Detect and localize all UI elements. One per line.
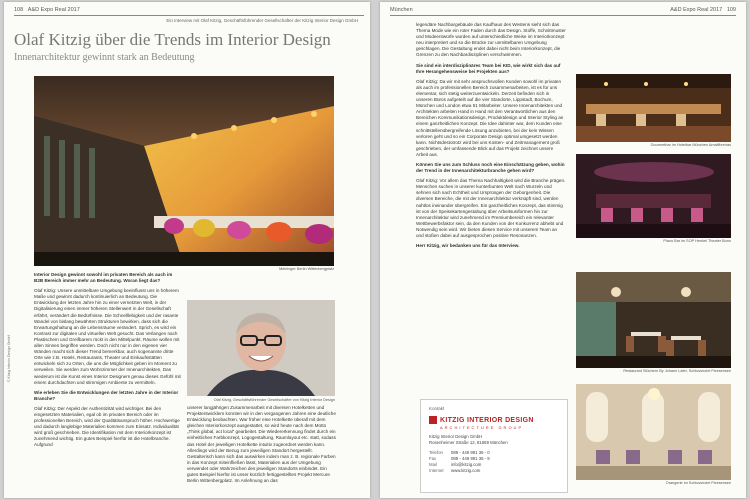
answer-2-continued: unserer langjährigen Zusammenarbeit mit diversen Hotelketten und Projektentwicklern konnten wir in den vergangenen Jahren eine deutliche Entwicklung beobachten. War früher eine Hotelkette überall mit dem gleichen Interiorkonzept ausgestattet, so wird heute nach dem Motto „Think global, act local“ gearbeitet. Die Wiedererkennung findet durch ein einheitliches Farbkonzept, Logogestaltung, Raumlayout etc. statt, sodass das Hotel der jeweiligen Hotelkette intuitiv zugeordnet werden kann. Allerdings wird der Bezug zum jeweiligen Standort hergestellt. Gestalterisch kann sich das auswirken indem man z. B. regionale Farben in das Konzept miteinfließen lässt, Materialien aus der Umgebung verwendet oder Wahrzeichen des jeweiligen Standorts einbindet. Ein gutes Beispiel hierfür ist unser kürzlich fertiggestelltes Projekt Mercure Berlin Wittenbergplatz. Im Anlehnung an das — [187, 405, 336, 484]
contact-box — [420, 399, 568, 493]
contact-street: Rosenheimer Straße 12, 81669 München — [429, 440, 508, 445]
kitzig-logo — [429, 416, 559, 424]
article-title: Olaf Kitzig über die Trends im Interior Design — [14, 30, 331, 49]
question-4: Können Sie uns zum Schluss noch eine Einschätzung geben, wohin der Trend in der Innenarchitekturbranche gehen wird? — [416, 161, 565, 174]
left-column-1 — [34, 272, 182, 494]
photo-piano-bar — [576, 154, 731, 238]
left-column-2 — [187, 405, 337, 494]
portrait-photo — [187, 300, 335, 396]
answer-4: Olaf Kitzig: Vor allem das Thema Nachhaltigkeit wird die Branche prägen. Menschen suchen in unserer kunterbunten Welt nach Wurzeln und sehnen sich nach Echtheit und Ursprüngen der Geborgenheit. Die diversen Bereiche, die mit der Innenarchitektur verknüpft sind, werden nahtlos ineinander übergreifen. Ein ganzheitliches Konzept, das stimmig ist von der Speisekartengestaltung über Arbeitsuniformen hin zur Innenarchitektur wird zunehmend im Premiumbereich ein relevanter Wettbewerbsfaktor sein, da den Kunden von der Konkurrenz abhebt und Notwendig sein wird. Wir bieten diesen Service mit unserem Team an und stoßen dabei auf ausgesprochen positive Resonanzen. — [416, 178, 566, 238]
article-subtitle: Innenarchitektur gewinnt stark an Bedeutung — [14, 52, 195, 63]
answer-3: Olaf Kitzig: Da wir mit sehr anspruchsvollen Kunden sowohl im privaten als auch im professionellen Bereich zusammenarbeiten, ist es für uns elementar, sich stetig weiterzuentwickeln. Derzeit befinden sich in unseren Büros aufgeteilt auf die vier Standorte, Lippstadt, Bochum, München und London etwa 51 Mitarbeiter. Unsere Innenarchitekten und Architekten arbeiten Hand in Hand mit den Verantwortlichen aus den Bereichen Kommunikationsdesign, Produktdesign und Interior Styling an einem ganzheitlichen Konzept. Die Idee dahinter war, dem Kunden eine schnittstellenübergreifende Lösung anzubieten, bei der kein Wissen verloren geht und so ein Corporate Design optimal umgesetzt werden kann. Nichtsdestotrotz wird bei uns Kosten- und Zeitmanagement groß geschrieben, der umfassende Blick auf das Projekt zeichnet unsere Arbeit aus. — [416, 78, 564, 157]
right-page — [380, 2, 746, 498]
logo-mark-icon — [429, 416, 437, 424]
contact-label: Kontakt — [429, 406, 445, 411]
portrait-caption: Olaf Kitzig, Geschäftsführender Gesellschafter von Kitzig Interior Design — [213, 398, 335, 402]
right-section: München — [390, 7, 413, 13]
contact-phone: Telefon 089 - 449 991 36 - 0 — [429, 450, 490, 455]
caption-restaurant: Restaurant Stüchern By Johann Lafer, Schlosshotel Fleesensee — [623, 369, 731, 373]
header-rule-right — [390, 15, 736, 16]
main-photo — [34, 76, 334, 266]
photo-restaurant — [576, 272, 731, 368]
answer-1: Olaf Kitzig: Unsere unmittelbare Umgebung beeinflusst uns in höherem Maße und gewinnt dadurch kontinuierlich an Bedeutung. Die Entwicklung der letzten Jahre hin zu einer vernetzten Welt, in der Digitalisierung einen immer höheren Stellenwert in der Gesellschaft erfährt, verändert die Bedürfnisse. Die Schnelllebigkeit und der rasante Wandel von bislang bewährten Strukturen bewirken, dass sich die Erwartungshaltung an die Lebensräume verändert. Sprich, es wird ein Kontrast zur digitalen und virtuellen Welt gesucht. Das Verlangen nach Plastischem und Greifbarem rückt in den Mittelpunkt. Räume wollen mit allen Sinnen begriffen werden. Doch nicht nur in den eigenen vier Wänden macht sich dieser Trend bemerkbar, auch sogenannte dritte Orte wie z.B. Hotels, Restaurants, Theater und Einkaufsstätten entwickeln sich zu Orten, die uns die Möglichkeit geben im Moment zu verweilen. Sie werden zum Wohnzimmer der Innenarchitekten, Das wiederum ist die Kunst eines Interior Designers genau dieses Gefühl mit einem durchdachten und stimmigen Ambiente zu vermitteln. — [34, 288, 181, 385]
logo-name: KITZIG INTERIOR DESIGN — [440, 416, 534, 424]
main-photo-caption: Meininger Berlin Wittenbergplatz — [279, 267, 334, 271]
closing-line: Herr Kitzig, wir bedanken uns für das Interview. — [416, 243, 520, 249]
left-folio: 108 A&D Expo Real 2017 — [14, 7, 80, 13]
caption-gourmetbar: Gourmetbar im Hotelbar München Amalfibreiras — [650, 143, 731, 147]
header-rule — [14, 15, 364, 16]
left-page — [4, 2, 370, 498]
caption-piano-bar: Piano Bar im SOP Henkel Theater Bonn — [663, 239, 731, 243]
right-folio: A&D Expo Real 2017 109 — [670, 7, 736, 13]
question-2: Wie erleben Sie die Entwicklungen der letzten Jahre in der Interior Branche? — [34, 389, 179, 401]
answer-2-end: legendäre Nachbargebäude das Kaufhaus des Westens sieht sich das Thema Mode wie ein roter Faden durch das Design. Stoffe, Schnittmuster und Modeentwürfe wurden auf unterschiedliche Weise im Interiorkonzept neu interpretiert und so die Brücke zur unmittelbaren Umgebung geschlagen. Die Gestaltung endet dabei nicht beim Interiorkonzept, die Grenzen zu den Nachbardisziplinen verschwimmen. — [416, 22, 566, 58]
question-1: Interior Design gewinnt sowohl im privaten Bereich als auch im B2B Bereich immer mehr an Bedeutung. Woran liegt das? — [34, 272, 173, 284]
vertical-credit: © Kitzig Interior Design GmbH — [7, 335, 11, 382]
question-3: Sie sind ein interdisziplinäres Team bei KID, wie wirkt sich das auf Ihre Herangehensweise bei Projekten aus? — [416, 62, 561, 74]
contact-mail[interactable]: Mail info@kitzig.com — [429, 462, 482, 467]
caption-orangerie: Orangerie im Schlosshotel Fleesensee — [665, 481, 731, 485]
article-credit: Ein Interview mit Olaf Kitzig, Geschäftsführender Gesellschafter der Kitzig Interior Design GmbH — [166, 18, 358, 23]
contact-web[interactable]: Internet www.kitzig.com — [429, 468, 481, 473]
photo-gourmetbar — [576, 74, 731, 142]
answer-2: Olaf Kitzig: Der Aspekt der Authentizität wird wichtiger. Bei den eingesetzten Materialien, egal ob im privaten Bereich oder im professionellen Bereich, wird der Qualitätsanspruch höher. Hochwertige und dadurch langlebige Materialien kommen zum Einsatz. Individualität wird groß geschrieben. Die Identifikation mit dem Interiorkonzept ist zunehmend wichtig. Ein gutes Beispiel hierfür ist die Hotelbranche. Aufgrund — [34, 405, 180, 448]
photo-orangerie — [576, 384, 731, 480]
right-column-1 — [416, 22, 566, 394]
logo-subtitle: ARCHITECTURE GROUP — [440, 425, 524, 430]
contact-fax: Fax 089 - 449 991 36 - 9 — [429, 456, 490, 461]
contact-company: Kitzig Interior Design GmbH — [429, 434, 483, 439]
